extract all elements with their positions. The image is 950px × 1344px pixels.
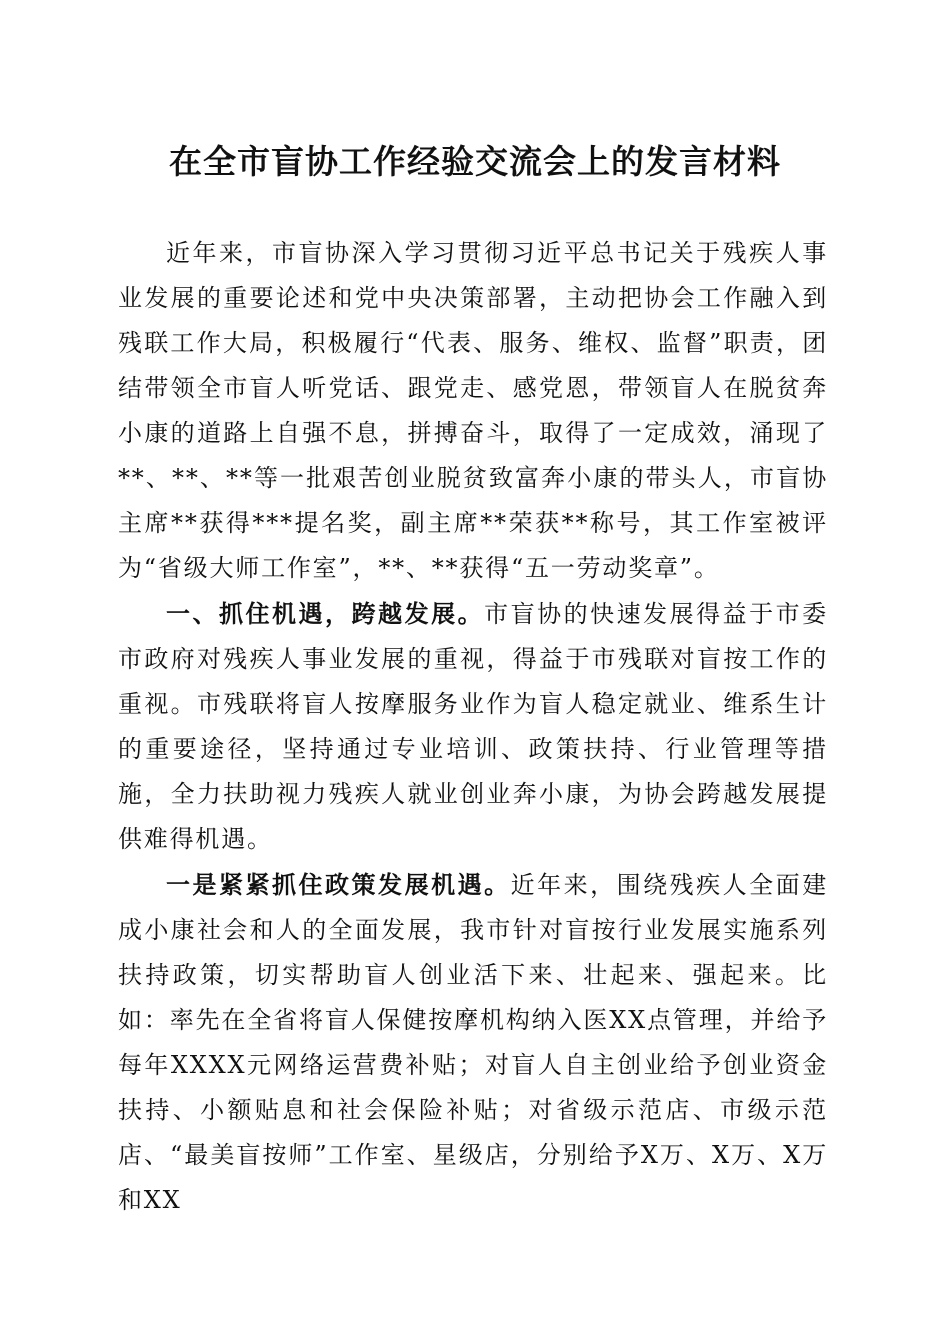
paragraph-text: 近年来，围绕残疾人全面建成小康社会和人的全面发展，我市针对盲按行业发展实施系列扶持政策，切实帮助盲人创业活下来、壮起来、强起来。比如：率先在全省将盲人保健按摩机构纳入医XX点管理，并给予每年XXXX元网络运营费补贴；对盲人自主创业给予创业资金扶持、小额贴息和社会保险补贴；对省级示范店、市级示范店、“最美盲按师”工作室、星级店，分别给予X万、X万、X万和XX	[118, 871, 828, 1214]
paragraph-text: 近年来，市盲协深入学习贯彻习近平总书记关于残疾人事业发展的重要论述和党中央决策部署，主动把协会工作融入到残联工作大局，积极履行“代表、服务、维权、监督”职责，团结带领全市盲人听党话、跟党走、感党恩，带领盲人在脱贫奔小康的道路上自强不息，拼搏奋斗，取得了一定成效，涌现了**、**、**等一批艰苦创业脱贫致富奔小康的带头人，市盲协主席**获得***提名奖，副主席**荣获**称号，其工作室被评为“省级大师工作室”，**、**获得“五一劳动奖章”。	[118, 239, 828, 582]
paragraph-section-1	[118, 591, 828, 862]
paragraph-lead: 一、抓住机遇，跨越发展。	[166, 599, 485, 628]
document-body	[118, 230, 828, 1223]
paragraph-intro	[118, 230, 828, 591]
document-title: 在全市盲协工作经验交流会上的发言材料	[169, 142, 781, 181]
paragraph-text: 市盲协的快速发展得益于市委市政府对残疾人事业发展的重视，得益于市残联对盲按工作的重视。市残联将盲人按摩服务业作为盲人稳定就业、维系生计的重要途径，坚持通过专业培训、政策扶持、行业管理等措施，全力扶助视力残疾人就业创业奔小康，为协会跨越发展提供难得机遇。	[118, 600, 828, 853]
paragraph-lead: 一是紧紧抓住政策发展机遇。	[166, 870, 511, 899]
paragraph-point-1	[118, 862, 828, 1223]
